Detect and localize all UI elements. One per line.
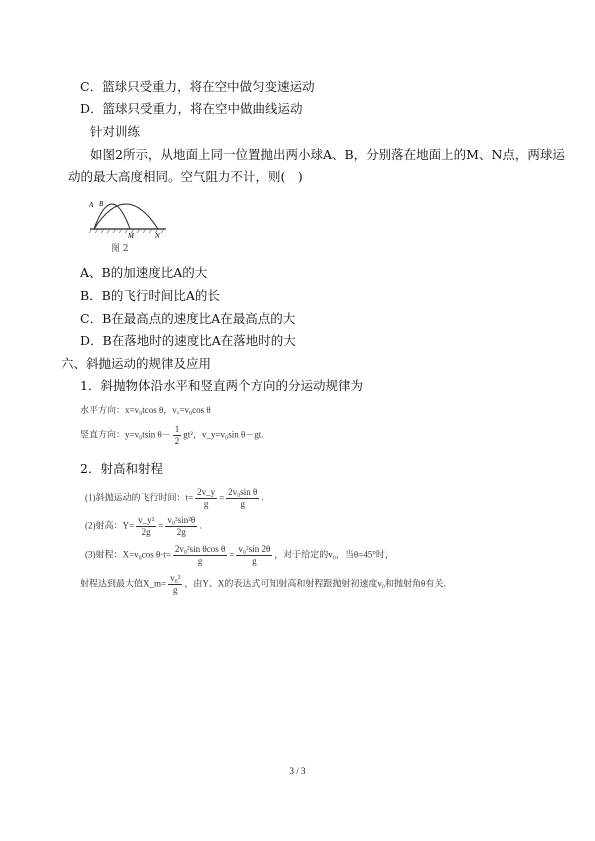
option-d-prev: D．篮球只受重力，将在空中做曲线运动	[80, 101, 303, 116]
option-d: D．B在落地时的速度比A在落地时的大	[80, 333, 296, 348]
vertical-formula: 竖直方向：y=v₀tsin θ－ $\frac{1}{2}$ gt²，v_y=v₀sin θ－gt.	[80, 424, 264, 446]
page-number: 3 / 3	[289, 766, 306, 776]
section-heading: 六、斜抛运动的规律及应用	[61, 356, 212, 371]
option-c-prev: C．篮球只受重力，将在空中做匀变速运动	[80, 79, 315, 94]
item-2: 2．射高和射程	[80, 461, 163, 476]
projectile-figure	[88, 193, 168, 239]
question-line-1: 如图2所示，从地面上同一位置抛出两小球A、B，分别落在地面上的M、N点，两球运	[90, 147, 565, 162]
practice-heading: 针对训练	[90, 124, 141, 139]
label-m: M	[128, 232, 134, 239]
figure-caption: 图 2	[111, 244, 129, 254]
label-b: B	[99, 200, 104, 208]
max-height-formula: (2)射高：Y= $\frac{\text{v\_y²}}{2g}$ = $\frac{\text{v₀²sin²θ}}{2g}$ .	[85, 515, 202, 537]
label-n: N	[155, 232, 160, 239]
question-line-2: 动的最大高度相同。空气阻力不计，则( )	[68, 169, 303, 184]
range-formula: (3)射程：X=v₀cos θ·t= $\frac{\text{2v₀²sin θcos θ}}{g}$ = $\frac{\text{v₀²sin 2θ}}{g}$ ，对于给定的v₀，当θ=45°时，	[85, 544, 394, 566]
ground-hatching	[89, 229, 164, 233]
max-range-formula: 射程达到最大值X_m= $\frac{\text{v₀²}}{g}$ ，由Y、X的表达式可知射高和射程跟抛射初速度v₀和抛射角θ有关.	[80, 573, 446, 595]
item-1: 1．斜抛物体沿水平和竖直两个方向的分运动规律为	[80, 378, 363, 393]
trajectory-b	[94, 204, 158, 229]
option-c: C．B在最高点的速度比A在最高点的大	[80, 311, 296, 326]
option-b: B．B的飞行时间比A的长	[80, 288, 220, 303]
option-a: A、B的加速度比A的大	[80, 265, 208, 280]
flight-time-formula: (1)斜抛运动的飞行时间：t= $\frac{2v\_y}{g}$ = $\frac{\text{2v₀sin θ}}{g}$ .	[85, 487, 264, 509]
horizontal-formula: 水平方向：x=v₀tcos θ，vₓ=v₀cos θ	[80, 405, 211, 415]
label-a: A	[89, 201, 94, 209]
